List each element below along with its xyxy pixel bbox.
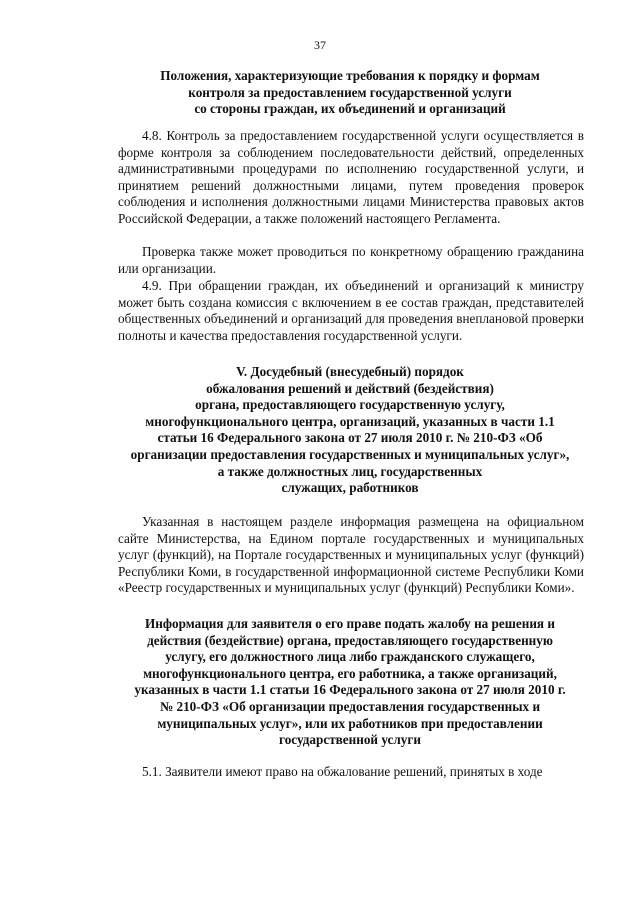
heading-line: а также должностных лиц, государственных: [217, 463, 483, 479]
heading-line: многофункционального центра, его работника, а также организаций,: [143, 665, 557, 681]
heading-line: обжалования решений и действий (бездействия): [206, 380, 494, 396]
page-number: 37: [314, 38, 326, 52]
heading-line: № 210-ФЗ «Об организации предоставления государственных и: [159, 698, 541, 714]
heading-line: статьи 16 Федерального закона от 27 июля 2010 г. № 210-ФЗ «Об: [157, 430, 543, 446]
heading-line: Положения, характеризующие требования к порядку и формам: [160, 68, 540, 83]
heading-line: служащих, работников: [281, 480, 419, 496]
section-4-heading: [100, 68, 600, 118]
heading-line: указанных в части 1.1 статьи 16 Федерального закона от 27 июля 2010 г.: [134, 682, 566, 698]
paragraph-info-location: Указанная в настоящем разделе информация размещена на официальном сайте Министерства, на Едином портале государственных и муниципальных услуг (функций), на Портале государственных и муниципальных услуг (функций) Республики Коми, в государственной информационной системе Республики Коми «Реестр государственных и муниципальных услуг (функций) Республики Коми».: [118, 514, 584, 596]
paragraph-check: Проверка также может проводиться по конкретному обращению гражданина или организации.: [118, 244, 584, 276]
heading-line: органа, предоставляющего государственную услугу,: [195, 397, 505, 413]
heading-line: услугу, его должностного лица либо гражданского служащего,: [165, 649, 535, 665]
heading-line: государственной услуги: [279, 732, 421, 748]
heading-line: V. Досудебный (внесудебный) порядок: [236, 364, 464, 379]
heading-line: действия (бездействие) органа, предоставляющего государственную: [147, 632, 553, 648]
complaint-info-heading: [100, 616, 600, 749]
paragraph-5-1: 5.1. Заявители имеют право на обжалование решений, принятых в ходе: [142, 764, 543, 779]
section-5-heading: [100, 364, 600, 497]
paragraph-4-8: 4.8. Контроль за предоставлением государственной услуги осуществляется в форме контроля за соблюдением последовательности действий, определенных административными процедурами по исполнению государственной услуги, и принятием решений должностными лицами, путем проведения проверок соблюдения и исполнения должностными лицами Министерства правовых актов Российской Федерации, а также положений настоящего Регламента.: [118, 128, 584, 226]
heading-line: контроля за предоставлением государственной услуги: [188, 84, 512, 100]
paragraph-4-9: 4.9. При обращении граждан, их объединений и организаций к министру может быть создана комиссия с включением в ее состав граждан, представителей общественных объединений и организаций для проведения внеплановой проверки полноты и качества предоставления государственной услуги.: [118, 278, 584, 343]
heading-line: со стороны граждан, их объединений и организаций: [194, 101, 506, 117]
heading-line: Информация для заявителя о его праве подать жалобу на решения и: [145, 616, 555, 631]
heading-line: многофункционального центра, организаций, указанных в части 1.1: [145, 413, 555, 429]
heading-line: муниципальных услуг», или их работников при предоставлении: [157, 715, 543, 731]
heading-line: организации предоставления государственных и муниципальных услуг»,: [130, 446, 570, 462]
